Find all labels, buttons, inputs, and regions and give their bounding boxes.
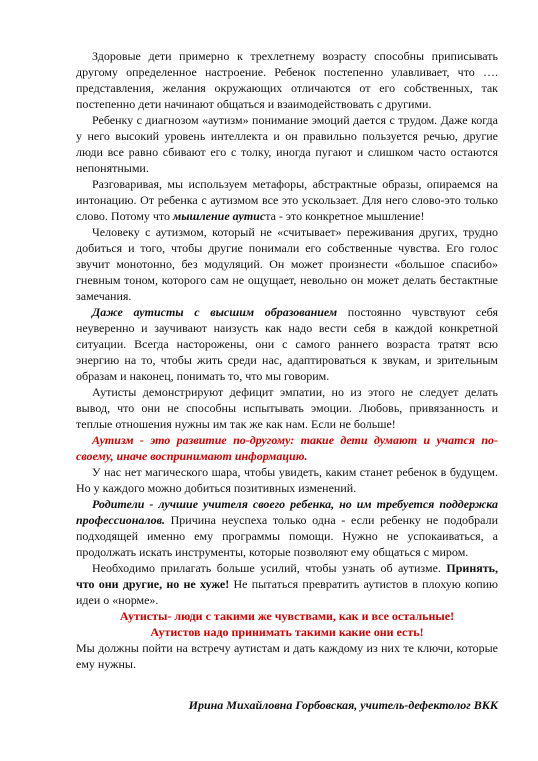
paragraph-8: У нас нет магического шара, чтобы увидеть, каким станет ребенок в будущем. Но у каждого можно добиться позитивных изменений. xyxy=(76,465,498,495)
paragraph-7-red-highlight: Аутизм - это развитие по-другому: такие дети думают и учатся по-своему, иначе воспринимают информацию. xyxy=(76,433,498,463)
paragraph-5 xyxy=(76,304,498,384)
red-slogan-2: Аутистов надо принимать такими какие они есть! xyxy=(150,625,424,639)
paragraph-5-text: постоянно чувствуют себя неуверенно и заучивают наизусть как надо вести себя в каждой конкретной ситуации. Всегда насторожены, они с самого раннего возраста тратят всю энергию на то, чтобы жить среди нас, адаптироваться к звукам, и зрительным образам и наконец, понимать то, что мы говорим. xyxy=(76,305,498,383)
author-signature: Ирина Михайловна Горбовская, учитель-дефектолог ВКК xyxy=(188,698,498,712)
paragraph-9-text: Причина неуспеха только одна - если ребенку не подобрали подходящей именно ему программы помощи. Нужно не успокаиваться, а продолжать искать инструменты, которые позволяют ему общаться с миром. xyxy=(76,513,498,559)
paragraph-3 xyxy=(76,176,498,224)
paragraph-10-bold: Принять, что они другие, но не хуже! xyxy=(76,561,498,591)
paragraph-2: Ребенку с диагнозом «аутизм» понимание эмоций дается с трудом. Даже когда у него высокий уровень интеллекта и он правильно пользуется речью, другие люди все равно сбивают его с толку, иногда пугают и слишком часто остаются непонятными. xyxy=(76,113,498,175)
paragraph-1: Здоровые дети примерно к трехлетнему возрасту способны приписывать другому определенное настроение. Ребенок постепенно улавливает, что …. представления, желания окружающих отличаются от его собственных, так постепенно дети начинают общаться и взаимодействовать с другими. xyxy=(76,49,498,111)
paragraph-4: Человеку с аутизмом, который не «считывает» переживания других, трудно добиться и того, чтобы другие понимали его собственные чувства. Его голос звучит монотонно, без модуляций. Он может произнести «большое спасибо» гневным тоном, которого сам не ощущает, невольно он может делать бестактные замечания. xyxy=(76,225,498,303)
red-slogan-1: Аутисты- люди с такими же чувствами, как и все остальные! xyxy=(119,609,455,623)
paragraph-9-emphasis: Родители - лучшие учителя своего ребенка, но им требуется поддержка профессионалов. xyxy=(76,497,498,527)
paragraph-10 xyxy=(76,560,498,608)
paragraph-6: Аутисты демонстрируют дефицит эмпатии, но из этого не следует делать вывод, что они не способны испытывать эмоции. Любовь, привязанность и теплые отношения нужны им так же как нам. Если не больше! xyxy=(76,385,498,431)
paragraph-9 xyxy=(76,496,498,560)
article-body xyxy=(76,48,498,672)
paragraph-3-text-a: Разговаривая, мы используем метафоры, абстрактные образы, опираемся на интонацию. От ребенка с аутизмом все это ускользает. Для него слово-это только слово. Потому что xyxy=(76,177,498,223)
paragraph-10-text-a: Необходимо прилагать больше усилий, чтобы узнать об аутизме. xyxy=(92,561,447,575)
paragraph-3-text-b: та - это конкретное мышление! xyxy=(265,209,425,223)
paragraph-11: Мы должны пойти на встречу аутистам и дать каждому из них те ключи, которые ему нужны. xyxy=(76,641,498,671)
paragraph-10-text-b: Не пытаться превратить аутистов в плохую копию идеи о «норме». xyxy=(76,577,498,607)
paragraph-5-emphasis: Даже аутисты с высшим образованием xyxy=(92,305,338,319)
paragraph-3-emphasis: мышление аутис xyxy=(172,209,266,223)
